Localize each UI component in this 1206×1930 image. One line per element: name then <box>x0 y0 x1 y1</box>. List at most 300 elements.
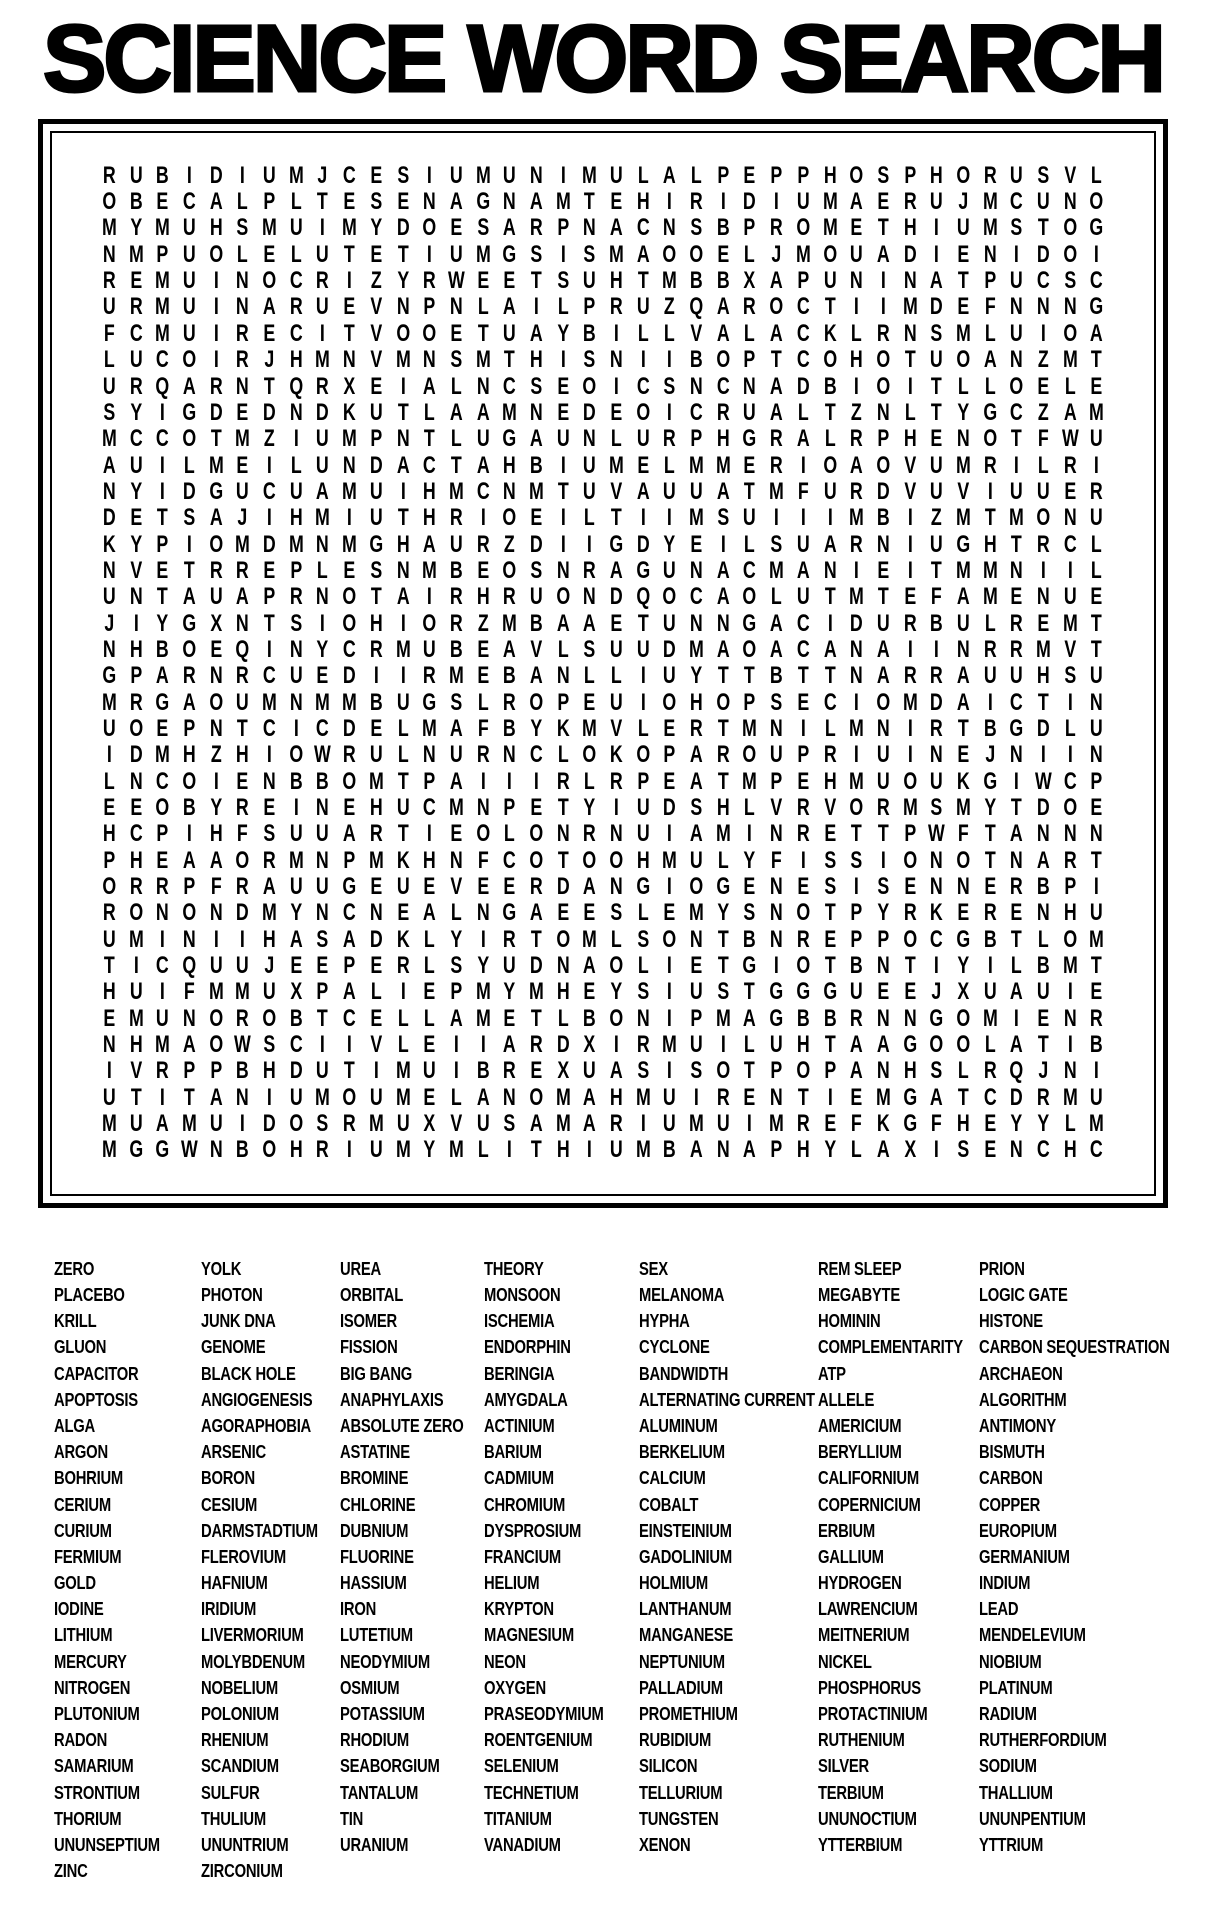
grid-cell: H <box>609 267 623 295</box>
grid-cell: M <box>689 635 704 663</box>
grid-cell: N <box>1063 188 1077 216</box>
grid-cell: A <box>823 635 837 663</box>
word-item: TERBIUM <box>818 1781 884 1803</box>
grid-cell: B <box>129 188 143 216</box>
grid-cell: N <box>716 1136 730 1164</box>
grid-cell: J <box>104 609 115 637</box>
grid-cell: U <box>316 240 330 268</box>
grid-cell: R <box>476 741 490 769</box>
grid-cell: R <box>236 662 250 690</box>
grid-cell: N <box>343 346 356 374</box>
grid-cell: I <box>854 688 859 716</box>
grid-cell: I <box>346 267 352 295</box>
grid-cell: I <box>346 1031 352 1059</box>
grid-cell: C <box>823 688 837 716</box>
grid-cell: H <box>262 925 276 953</box>
grid-cell: I <box>667 1057 673 1085</box>
grid-cell: I <box>1067 978 1073 1006</box>
grid-cell: G <box>502 425 517 453</box>
grid-cell: E <box>290 952 303 980</box>
grid-cell: U <box>876 741 890 769</box>
grid-cell: B <box>156 635 170 663</box>
grid-cell: T <box>183 1083 195 1111</box>
grid-cell: A <box>583 873 597 901</box>
grid-cell: I <box>907 635 913 663</box>
word-item: RUTHERFORDIUM <box>979 1729 1107 1751</box>
grid-cell: C <box>343 635 356 663</box>
grid-cell: A <box>796 556 810 584</box>
grid-cell: C <box>983 1083 997 1111</box>
grid-cell: E <box>316 952 329 980</box>
grid-cell: P <box>797 741 810 769</box>
grid-cell: G <box>102 662 117 690</box>
grid-cell: K <box>102 530 116 558</box>
grid-cell: T <box>397 820 409 848</box>
grid-cell: S <box>583 346 596 374</box>
grid-cell: C <box>796 293 810 321</box>
grid-cell: M <box>235 530 251 558</box>
grid-cell: C <box>262 714 276 742</box>
word-item: FLUORINE <box>340 1545 414 1567</box>
grid-cell: E <box>1037 372 1050 400</box>
grid-cell: P <box>743 346 756 374</box>
grid-cell: T <box>744 1057 756 1085</box>
grid-cell: T <box>957 714 969 742</box>
grid-cell: I <box>160 477 166 505</box>
word-item: ISOMER <box>340 1310 397 1332</box>
grid-cell: I <box>1040 741 1046 769</box>
grid-cell: O <box>956 1031 971 1059</box>
grid-cell: R <box>636 1031 650 1059</box>
grid-cell: O <box>902 846 917 874</box>
grid-cell: M <box>1062 1083 1078 1111</box>
grid-cell: N <box>636 1004 650 1032</box>
grid-cell: M <box>1035 635 1051 663</box>
grid-cell: E <box>610 398 623 426</box>
grid-cell: O <box>262 1004 277 1032</box>
grid-cell: U <box>663 1083 677 1111</box>
grid-cell: O <box>342 767 357 795</box>
grid-cell: N <box>476 794 490 821</box>
grid-cell: U <box>743 504 757 532</box>
grid-cell: N <box>449 293 463 321</box>
grid-cell: U <box>369 741 383 769</box>
grid-cell: R <box>903 662 917 690</box>
grid-cell: U <box>876 609 890 637</box>
word-item: GALLIUM <box>818 1545 884 1567</box>
word-item: AGORAPHOBIA <box>201 1414 312 1436</box>
grid-cell: G <box>902 1110 917 1138</box>
grid-cell: N <box>503 188 517 216</box>
grid-cell: U <box>449 161 463 189</box>
grid-cell: T <box>157 583 169 611</box>
grid-cell: E <box>370 161 383 189</box>
grid-cell: A <box>343 978 356 1006</box>
grid-cell: N <box>209 662 223 690</box>
grid-cell: U <box>129 346 143 374</box>
grid-cell: R <box>556 767 570 795</box>
grid-cell: H <box>423 504 436 532</box>
grid-cell: U <box>102 372 116 400</box>
grid-cell: M <box>955 556 971 584</box>
grid-cell: N <box>850 267 863 295</box>
grid-cell: I <box>427 161 432 189</box>
grid-cell: E <box>663 767 676 795</box>
word-item: SCANDIUM <box>201 1755 279 1777</box>
grid-cell: C <box>743 556 757 584</box>
grid-cell: H <box>823 161 837 189</box>
grid-cell: P <box>877 425 890 453</box>
word-item: EUROPIUM <box>979 1519 1057 1541</box>
grid-cell: R <box>823 741 837 769</box>
grid-cell: O <box>502 556 517 584</box>
grid-cell: B <box>796 1004 810 1032</box>
word-item: MAGNESIUM <box>484 1624 574 1646</box>
word-item: UNUNTRIUM <box>201 1833 289 1855</box>
grid-cell: Y <box>984 794 996 821</box>
grid-cell: L <box>424 925 435 953</box>
grid-cell: M <box>448 794 464 821</box>
grid-cell: C <box>423 794 436 821</box>
grid-cell: O <box>475 820 490 848</box>
grid-cell: A <box>449 398 463 426</box>
grid-cell: T <box>744 978 756 1006</box>
grid-cell: M <box>475 978 491 1006</box>
word-item: ARGON <box>54 1441 108 1463</box>
grid-cell: L <box>744 1031 756 1059</box>
grid-cell: M <box>128 1004 144 1032</box>
grid-cell: R <box>930 714 944 742</box>
word-item: SEX <box>639 1257 668 1279</box>
grid-cell: H <box>423 846 436 874</box>
grid-cell: T <box>824 1031 836 1059</box>
grid-cell: A <box>636 477 650 505</box>
grid-cell: I <box>1067 556 1073 584</box>
grid-cell: C <box>1036 1136 1050 1164</box>
grid-cell: T <box>397 504 409 532</box>
word-item: THULIUM <box>201 1807 266 1829</box>
grid-cell: I <box>266 1083 272 1111</box>
grid-cell: G <box>502 899 517 927</box>
grid-cell: U <box>743 398 757 426</box>
grid-cell: T <box>1091 952 1103 980</box>
grid-cell: L <box>744 319 756 347</box>
grid-cell: M <box>101 1136 117 1164</box>
grid-cell: U <box>1010 477 1024 505</box>
grid-cell: O <box>983 425 997 453</box>
word-item: LIVERMORIUM <box>201 1624 304 1646</box>
grid-cell: K <box>556 714 570 742</box>
grid-cell: F <box>477 714 489 742</box>
word-item: TELLURIUM <box>639 1781 723 1803</box>
grid-cell: P <box>183 873 196 901</box>
grid-cell: N <box>102 240 116 268</box>
grid-cell: I <box>613 794 619 821</box>
grid-cell: O <box>289 1110 303 1138</box>
grid-cell: T <box>530 267 542 295</box>
grid-cell: F <box>931 583 943 611</box>
grid-cell: U <box>689 477 703 505</box>
grid-cell: U <box>476 425 490 453</box>
grid-cell: I <box>1014 767 1020 795</box>
grid-cell: O <box>822 346 837 374</box>
grid-cell: P <box>343 846 356 874</box>
grid-cell: N <box>503 741 517 769</box>
grid-cell: Z <box>504 530 516 558</box>
grid-cell: F <box>210 873 222 901</box>
grid-cell: T <box>797 662 809 690</box>
grid-cell: T <box>717 767 729 795</box>
word-item: RUBIDIUM <box>639 1729 712 1751</box>
grid-cell: N <box>503 477 517 505</box>
grid-cell: T <box>210 425 222 453</box>
grid-cell: R <box>743 293 757 321</box>
grid-cell: E <box>690 530 703 558</box>
grid-cell: M <box>368 767 384 795</box>
grid-cell: B <box>1090 1031 1104 1059</box>
grid-cell: G <box>609 530 624 558</box>
grid-cell: N <box>236 1083 250 1111</box>
grid-cell: I <box>1094 240 1100 268</box>
grid-cell: D <box>529 952 543 980</box>
grid-cell: E <box>103 794 116 821</box>
grid-cell: T <box>984 846 996 874</box>
grid-cell: N <box>476 372 490 400</box>
grid-cell: N <box>583 583 597 611</box>
grid-cell: W <box>314 741 332 769</box>
grid-cell: U <box>1036 477 1050 505</box>
grid-cell: A <box>156 662 170 690</box>
grid-cell: O <box>796 952 811 980</box>
grid-cell: R <box>129 688 143 716</box>
grid-cell: S <box>370 556 383 584</box>
grid-cell: U <box>930 530 944 558</box>
word-item: AMYGDALA <box>484 1388 568 1410</box>
grid-cell: M <box>395 1083 411 1111</box>
grid-cell: N <box>503 1083 517 1111</box>
word-item: BOHRIUM <box>54 1467 124 1489</box>
grid-cell: C <box>343 899 356 927</box>
word-item: SILVER <box>818 1755 869 1777</box>
grid-cell: Y <box>610 978 623 1006</box>
grid-cell: E <box>984 1110 996 1138</box>
grid-cell: I <box>560 451 566 479</box>
grid-cell: I <box>560 161 566 189</box>
grid-cell: U <box>503 319 517 347</box>
grid-cell: I <box>880 293 886 321</box>
grid-cell: T <box>904 346 916 374</box>
grid-cell: U <box>1010 161 1024 189</box>
grid-cell: R <box>716 398 730 426</box>
grid-cell: D <box>102 504 116 532</box>
grid-cell: R <box>396 952 410 980</box>
grid-cell: I <box>133 609 139 637</box>
grid-cell: G <box>983 398 997 426</box>
grid-cell: N <box>343 451 356 479</box>
grid-cell: R <box>663 425 677 453</box>
grid-cell: A <box>663 161 677 189</box>
grid-cell: N <box>903 319 917 347</box>
grid-cell: D <box>209 161 223 189</box>
grid-cell: P <box>743 214 756 242</box>
grid-cell: E <box>343 794 356 821</box>
grid-cell: L <box>1064 372 1076 400</box>
grid-cell: L <box>1064 714 1076 742</box>
grid-cell: P <box>690 425 703 453</box>
grid-cell: A <box>396 583 410 611</box>
grid-cell: D <box>583 398 597 426</box>
word-item: PLATINUM <box>979 1676 1053 1698</box>
grid-cell: O <box>182 635 197 663</box>
grid-cell: B <box>663 1136 677 1164</box>
grid-cell: N <box>876 952 890 980</box>
grid-cell: S <box>476 214 489 242</box>
word-item: ALLELE <box>818 1388 875 1410</box>
grid-cell: T <box>344 1057 355 1085</box>
grid-cell: U <box>102 583 116 611</box>
grid-cell: M <box>101 425 117 453</box>
grid-cell: N <box>689 925 703 953</box>
grid-cell: V <box>690 319 703 347</box>
grid-cell: I <box>160 925 166 953</box>
grid-cell: M <box>1089 925 1105 953</box>
grid-cell: I <box>613 319 619 347</box>
grid-cell: L <box>1091 556 1103 584</box>
grid-cell: M <box>849 714 864 742</box>
grid-cell: A <box>689 820 703 848</box>
grid-cell: E <box>823 820 836 848</box>
grid-cell: S <box>530 240 543 268</box>
grid-cell: L <box>584 767 596 795</box>
grid-cell: M <box>849 504 864 532</box>
grid-cell: P <box>877 925 890 953</box>
word-item: DUBNIUM <box>340 1519 409 1541</box>
grid-cell: R <box>182 662 196 690</box>
grid-cell: I <box>560 240 566 268</box>
grid-cell: I <box>346 1136 352 1164</box>
grid-cell: A <box>343 820 356 848</box>
grid-cell: D <box>556 1031 570 1059</box>
grid-cell: E <box>236 451 249 479</box>
grid-cell: Y <box>476 952 489 980</box>
grid-cell: J <box>264 952 275 980</box>
grid-cell: E <box>957 240 970 268</box>
grid-cell: H <box>556 1136 570 1164</box>
grid-cell: N <box>1090 820 1104 848</box>
grid-cell: M <box>395 346 411 374</box>
grid-cell: U <box>1090 662 1104 690</box>
grid-cell: I <box>1067 688 1073 716</box>
grid-cell: U <box>316 451 330 479</box>
grid-cell: M <box>689 451 704 479</box>
grid-cell: R <box>609 1110 623 1138</box>
grid-cell: T <box>877 214 889 242</box>
word-item: HOMININ <box>818 1310 881 1332</box>
grid-cell: H <box>129 846 143 874</box>
grid-cell: T <box>397 767 409 795</box>
grid-cell: I <box>907 504 913 532</box>
grid-cell: V <box>530 635 543 663</box>
grid-cell: I <box>186 530 192 558</box>
grid-cell: M <box>342 214 357 242</box>
grid-cell: C <box>689 398 703 426</box>
grid-cell: I <box>1014 1004 1020 1032</box>
grid-cell: O <box>1009 372 1024 400</box>
grid-cell: L <box>477 688 489 716</box>
grid-cell: E <box>103 1004 116 1032</box>
grid-cell: O <box>609 952 624 980</box>
grid-cell: N <box>289 398 303 426</box>
grid-cell: C <box>156 346 170 374</box>
grid-cell: P <box>183 714 196 742</box>
grid-cell: U <box>289 873 303 901</box>
grid-cell: G <box>902 1031 917 1059</box>
grid-cell: A <box>583 1083 597 1111</box>
grid-cell: U <box>262 161 276 189</box>
grid-cell: L <box>984 372 996 400</box>
grid-cell: I <box>560 346 566 374</box>
grid-cell: I <box>1067 1031 1073 1059</box>
grid-cell: I <box>640 346 646 374</box>
word-item: HAFNIUM <box>201 1572 268 1594</box>
grid-cell: U <box>556 425 570 453</box>
grid-cell: E <box>370 240 383 268</box>
grid-cell: O <box>662 583 677 611</box>
grid-cell: O <box>876 346 891 374</box>
grid-cell: L <box>1011 952 1023 980</box>
grid-cell: M <box>875 1083 891 1111</box>
grid-cell: I <box>266 451 272 479</box>
word-item: FRANCIUM <box>484 1545 562 1567</box>
grid-cell: E <box>476 873 489 901</box>
grid-cell: H <box>369 609 383 637</box>
grid-cell: N <box>1036 899 1050 927</box>
word-item: PHOTON <box>201 1284 263 1305</box>
grid-cell: N <box>876 1057 890 1085</box>
word-item: NEODYMIUM <box>340 1650 430 1672</box>
grid-cell: M <box>902 688 918 716</box>
grid-cell: I <box>720 1031 726 1059</box>
grid-cell: N <box>583 214 597 242</box>
grid-cell: B <box>583 319 597 347</box>
grid-cell: L <box>664 319 676 347</box>
grid-cell: L <box>797 398 809 426</box>
grid-cell: V <box>823 794 836 821</box>
grid-cell: I <box>266 504 272 532</box>
grid-cell: U <box>423 1057 436 1085</box>
grid-cell: U <box>369 1083 383 1111</box>
grid-cell: E <box>530 504 543 532</box>
grid-cell: B <box>983 714 997 742</box>
grid-cell: I <box>400 978 406 1006</box>
grid-cell: U <box>796 583 810 611</box>
grid-cell: I <box>880 846 886 874</box>
grid-cell: G <box>716 873 730 901</box>
grid-cell: N <box>1010 293 1024 321</box>
grid-cell: N <box>1063 1057 1077 1085</box>
word-item: LEAD <box>979 1598 1019 1620</box>
grid-cell: D <box>343 662 356 690</box>
grid-cell: U <box>983 978 997 1006</box>
grid-cell: E <box>1090 372 1103 400</box>
grid-cell: E <box>903 978 916 1006</box>
grid-cell: T <box>1037 214 1049 242</box>
grid-cell: M <box>448 477 464 505</box>
grid-cell: A <box>1036 846 1050 874</box>
grid-cell: N <box>850 662 863 690</box>
grid-cell: H <box>556 978 570 1006</box>
grid-cell: U <box>583 267 597 295</box>
